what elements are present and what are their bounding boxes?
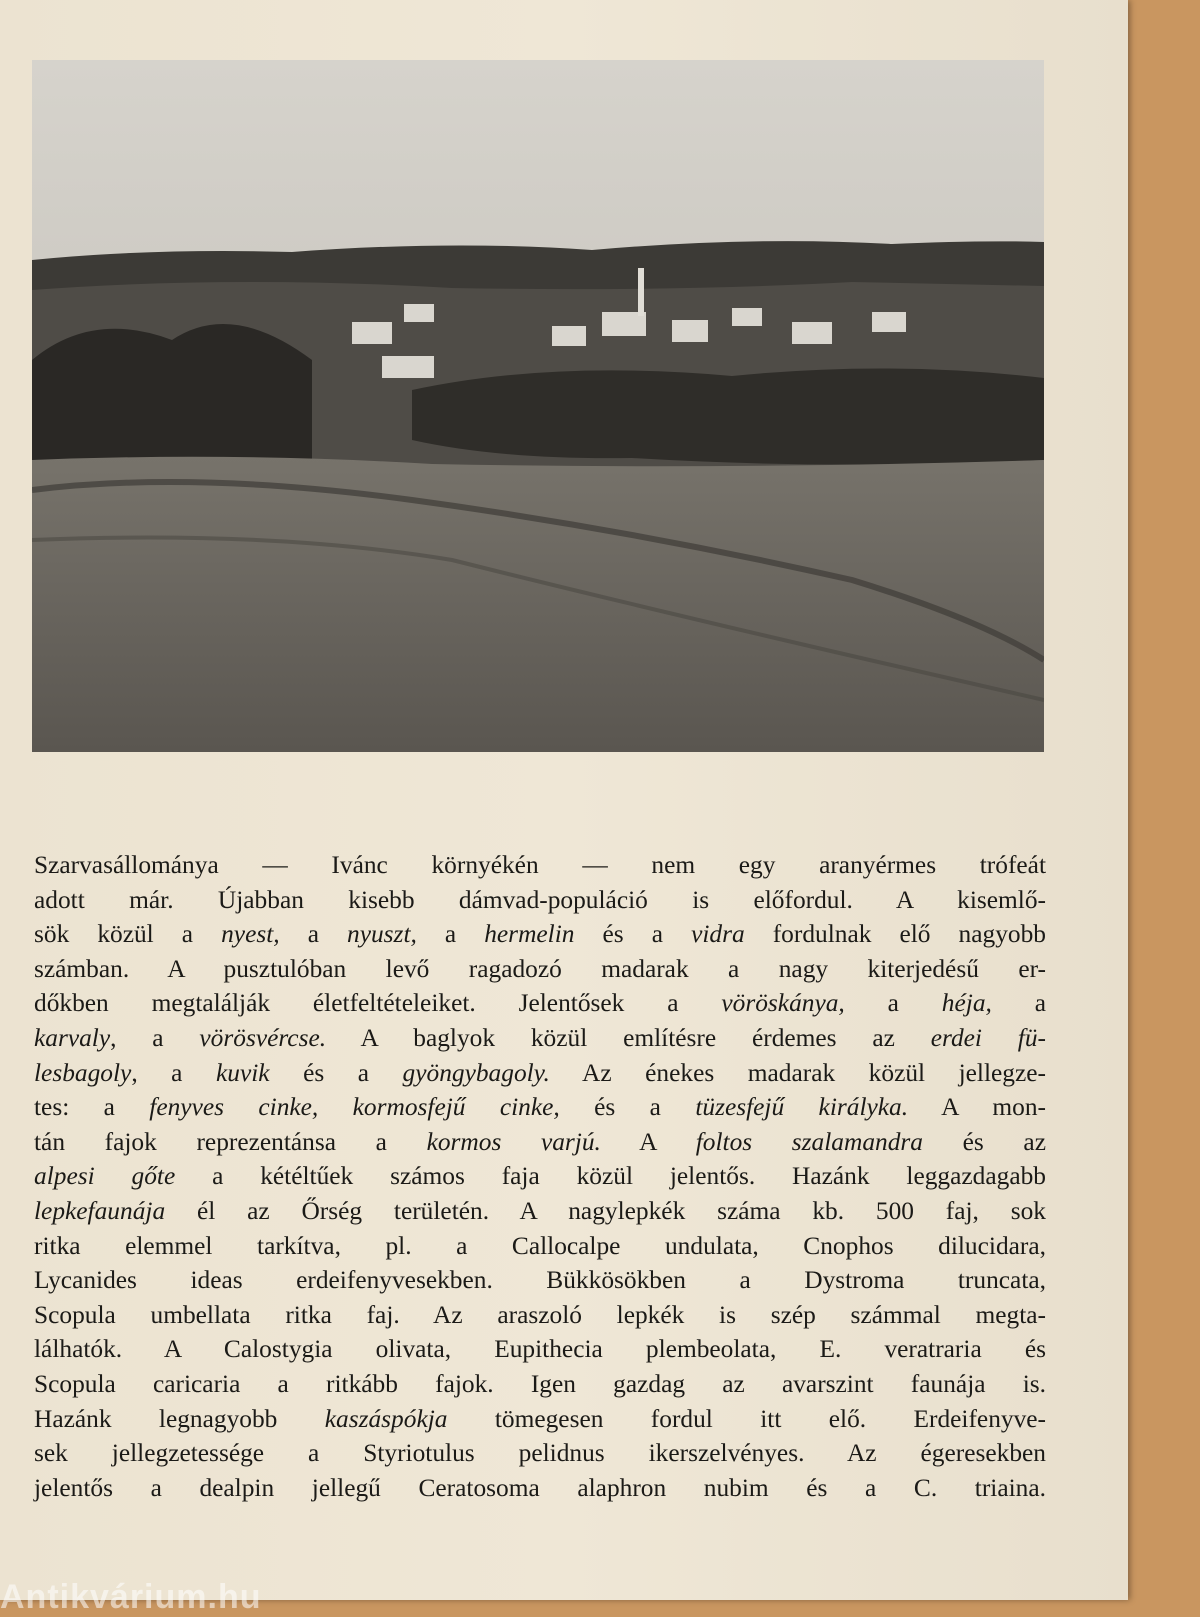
italic-term: hermelin	[484, 920, 575, 949]
text-segment: lálhatók. A Calostygia olivata, Eupithecia plembeolata, E. veratraria és	[34, 1335, 1046, 1364]
text-segment: a	[991, 989, 1046, 1018]
text-line	[34, 1402, 1046, 1437]
text-segment: él az Őrség területén. A nagylepkék száma kb. 500 faj, sok	[165, 1196, 1046, 1225]
italic-term: fenyves cinke, kormosfejű cinke,	[149, 1093, 560, 1122]
text-line	[34, 1332, 1046, 1367]
text-segment: a	[416, 920, 485, 949]
text-line	[34, 883, 1046, 918]
italic-term: vidra	[691, 920, 745, 949]
text-segment: Scopula umbellata ritka faj. Az araszoló lepkék is szép számmal megta-	[34, 1300, 1046, 1329]
italic-term: alpesi gőte	[34, 1162, 176, 1191]
text-line	[34, 1056, 1046, 1091]
text-segment: , a	[131, 1058, 216, 1087]
text-line	[34, 952, 1046, 987]
text-line	[34, 1436, 1046, 1471]
text-segment: Lycanides ideas erdeifenyvesekben. Bükkösökben a Dystroma truncata,	[34, 1266, 1046, 1295]
text-segment: ritka elemmel tarkítva, pl. a Callocalpe undulata, Cnophos dilucidara,	[34, 1231, 1046, 1260]
text-line	[34, 1194, 1046, 1229]
landscape-photo	[32, 60, 1044, 752]
text-segment: jelentős a dealpin jellegű Ceratosoma alaphron nubim és a C. triaina.	[34, 1473, 1046, 1502]
text-line	[34, 1367, 1046, 1402]
text-segment: A	[600, 1127, 696, 1156]
italic-term: lesbagoly	[34, 1058, 132, 1087]
text-segment: Az énekes madarak közül jellegze-	[549, 1058, 1046, 1087]
text-segment: tán fajok reprezentánsa a	[34, 1127, 427, 1156]
italic-term: erdei fü-	[930, 1023, 1047, 1052]
text-line	[34, 1090, 1046, 1125]
text-segment: a	[844, 989, 942, 1018]
text-segment: adott már. Újabban kisebb dámvad-populáció is előfordul. A kisemlő-	[34, 885, 1046, 914]
watermark-text: Antikvárium.hu	[0, 1578, 262, 1616]
text-segment: a	[279, 920, 348, 949]
italic-term: lepkefaunája	[34, 1196, 166, 1225]
text-segment: és a	[574, 920, 692, 949]
italic-term: kuvik	[215, 1058, 270, 1087]
text-segment: és a	[559, 1093, 696, 1122]
text-segment: A baglyok közül említésre érdemes az	[326, 1023, 931, 1052]
text-segment: A mon-	[908, 1093, 1046, 1122]
text-segment: számban. A pusztulóban levő ragadozó madarak a nagy kiterjedésű er-	[34, 954, 1046, 983]
text-line	[34, 1298, 1046, 1333]
text-line	[34, 986, 1046, 1021]
italic-term: karvaly	[34, 1023, 111, 1052]
text-segment: Hazánk legnagyobb	[34, 1404, 325, 1433]
text-segment: , a	[110, 1023, 200, 1052]
text-line	[34, 1471, 1046, 1506]
text-line	[34, 1021, 1046, 1056]
text-line	[34, 1159, 1046, 1194]
italic-term: vörösvércse.	[199, 1023, 327, 1052]
text-segment: tes: a	[34, 1093, 150, 1122]
text-line	[34, 1229, 1046, 1264]
text-segment: fordulnak elő nagyobb	[744, 920, 1046, 949]
italic-term: kaszáspókja	[324, 1404, 448, 1433]
italic-term: gyöngybagoly.	[402, 1058, 550, 1087]
text-segment: a kétéltűek számos faja közül jelentős. Hazánk leggazdagabb	[175, 1162, 1046, 1191]
text-line	[34, 848, 1046, 883]
text-segment: Scopula caricaria a ritkább fajok. Igen gazdag az avarszint faunája is.	[34, 1369, 1046, 1398]
text-line	[34, 917, 1046, 952]
italic-term: vöröskánya,	[721, 989, 845, 1018]
italic-term: nyest,	[221, 920, 280, 949]
text-line	[34, 1125, 1046, 1160]
text-segment: Szarvasállománya — Ivánc környékén — nem egy aranyérmes trófeát	[34, 851, 1046, 879]
italic-term: nyuszt,	[347, 920, 417, 949]
italic-term: kormos varjú.	[426, 1127, 601, 1156]
text-segment: sök közül a	[34, 920, 222, 949]
text-segment: tömegesen fordul itt elő. Erdeifenyve-	[447, 1404, 1046, 1433]
italic-term: tüzesfejű királyka.	[695, 1093, 909, 1122]
text-line	[34, 1263, 1046, 1298]
text-segment: dőkben megtalálják életfeltételeiket. Jelentősek a	[34, 989, 722, 1018]
village-landscape-illustration	[32, 60, 1044, 752]
article-body-text	[34, 848, 1046, 1505]
text-segment: sek jellegzetessége a Styriotulus pelidnus ikerszelvényes. Az égeresekben	[34, 1439, 1046, 1468]
italic-term: héja,	[941, 989, 992, 1018]
italic-term: foltos szalamandra	[695, 1127, 923, 1156]
text-segment: és az	[923, 1127, 1046, 1156]
text-segment: és a	[269, 1058, 403, 1087]
